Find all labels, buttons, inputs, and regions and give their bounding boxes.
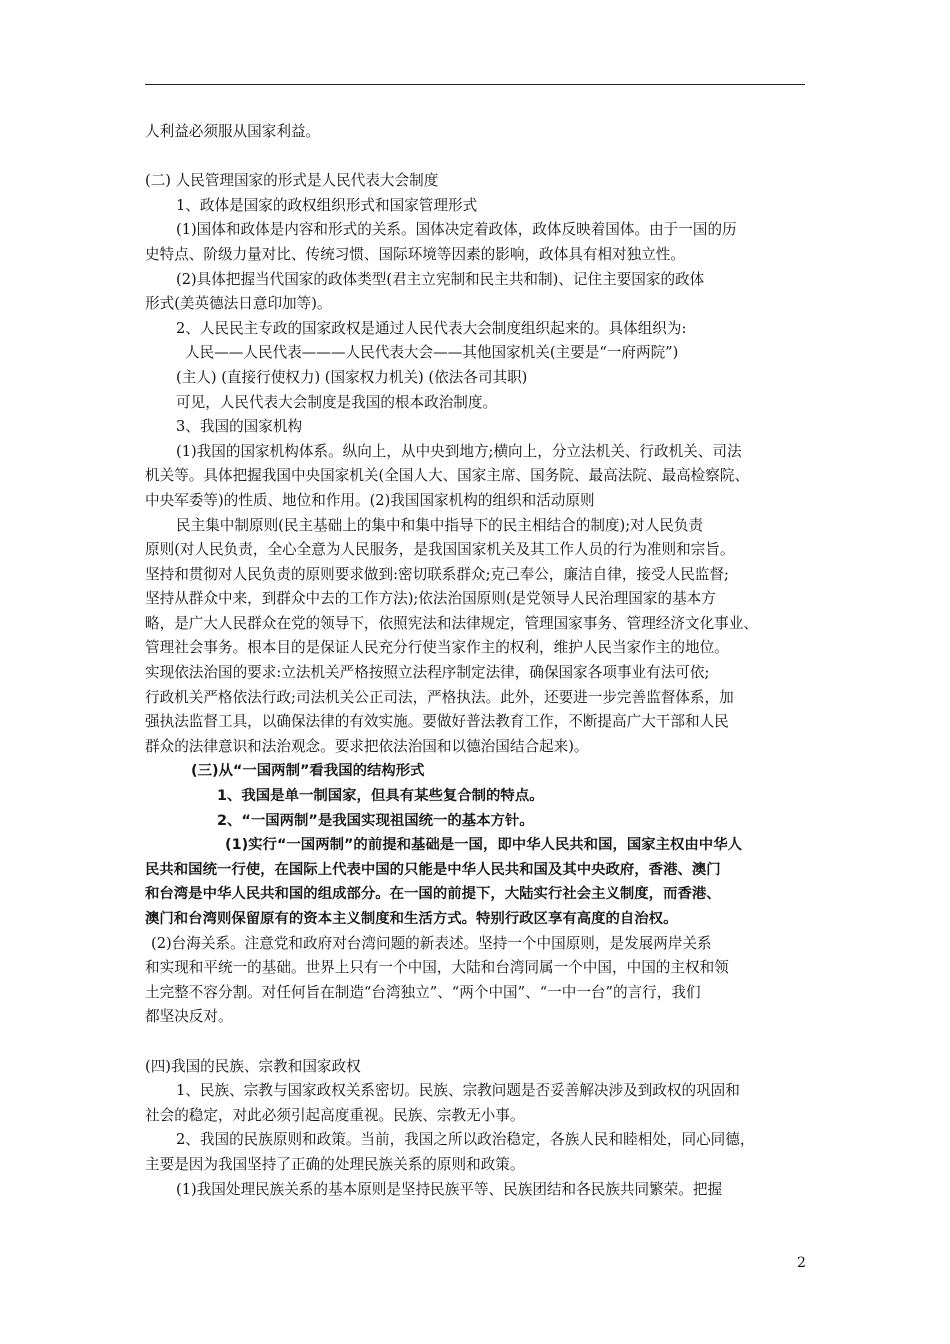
text-line: 行政机关严格依法行政;司法机关公正司法，严格执法。此外，还要进一步完善监督体系，加 [145,688,734,706]
text-line: 实现依法治国的要求:立法机关严格按照立法程序制定法律，确保国家各项事业有法可依; [145,664,710,682]
text-line: 史特点、阶级力量对比、传统习惯、国际环境等因素的影响，政体具有相对独立性。 [145,245,685,263]
text-line: 民主集中制原则(民主基础上的集中和集中指导下的民主相结合的制度);对人民负责 [176,516,704,534]
text-line: 土完整不容分割。对任何旨在制造“台湾独立”、“两个中国”、“一中一台”的言行，我们 [145,983,701,1001]
text-line: 2、“一国两制”是我国实现祖国统一的基本方针。 [217,812,534,829]
text-line: (2)台海关系。注意党和政府对台湾问题的新表述。坚持一个中国原则，是发展两岸关系 [151,934,712,952]
text-line: 群众的法律意识和法治观念。要求把依法治国和以德治国结合起来)。 [145,737,589,755]
text-line: 略，是广大人民群众在党的领导下，依照宪法和法律规定，管理国家事务、管理经济文化事业、 [145,614,758,632]
text-line: 和实现和平统一的基础。世界上只有一个中国，大陆和台湾同属一个中国，中国的主权和领 [145,959,729,977]
page-number: 2 [797,1255,806,1271]
text-line: (四)我国的民族、宗教和国家政权 [145,1057,361,1075]
text-line: 可见，人民代表大会制度是我国的根本政治制度。 [176,393,498,411]
text-line: 3、我国的国家机构 [176,418,303,436]
text-line: (1)实行“一国两制”的前提和基础是一国，即中华人民共和国，国家主权由中华人 [225,837,742,854]
text-line: (1)国体和政体是内容和形式的关系。国体决定着政体，政体反映着国体。由于一国的历 [176,221,737,239]
text-line: 坚持从群众中来，到群众中去的工作方法);依法治国原则(是党领导人民治理国家的基本方 [145,590,716,608]
blank-line [145,1030,807,1055]
text-line: 1、我国是单一制国家，但具有某些复合制的特点。 [217,788,544,805]
text-line: (1)我国处理民族关系的基本原则是坚持民族平等、民族团结和各民族共同繁荣。把握 [176,1180,723,1198]
text-line: 社会的稳定，对此必须引起高度重视。民族、宗教无小事。 [145,1106,525,1124]
text-line: 形式(美英德法日意印加等)。 [145,295,332,313]
text-line: 民共和国统一行使，在国际上代表中国的只能是中华人民共和国及其中央政府，香港、澳门 [145,861,721,878]
text-line: 坚持和贯彻对人民负责的原则要求做到:密切联系群众;克己奉公，廉洁自律，接受人民监督; [145,565,729,583]
text-line: 强执法监督工具，以确保法律的有效实施。要做好普法教育工作，不断提高广大干部和人民 [145,713,729,731]
document-body [145,120,807,1202]
text-line: (1)我国的国家机构体系。纵向上，从中央到地方;横向上，分立法机关、行政机关、司法 [176,442,742,460]
text-line: 原则(对人民负责，全心全意为人民服务，是我国国家机关及其工作人员的行为准则和宗旨。 [145,541,735,559]
text-line: 2、人民民主专政的国家政权是通过人民代表大会制度组织起来的。具体组织为: [176,319,687,337]
text-line: 都坚决反对。 [145,1008,233,1026]
text-line: 和台湾是中华人民共和国的组成部分。在一国的前提下，大陆实行社会主义制度，而香港、 [145,886,721,903]
text-line: 人民——人民代表———人民代表大会——其他国家机关(主要是“一府两院”) [185,344,679,362]
text-line: 2、我国的民族原则和政策。当前，我国之所以政治稳定，各族人民和睦相处，同心同德， [176,1131,755,1149]
text-line: (主人) (直接行使权力) (国家权力机关) (依法各司其职) [176,368,528,386]
text-line: 人利益必须服从国家利益。 [145,123,321,140]
text-line: 澳门和台湾则保留原有的资本主义制度和生活方式。特别行政区享有高度的自治权。 [145,911,678,927]
text-line: 管理社会事务。根本目的是保证人民充分行使当家作主的权利，维护人民当家作主的地位。 [145,639,729,657]
blank-line [145,145,807,170]
header-rule [145,84,805,85]
text-line: 中央军委等)的性质、地位和作用。(2)我国国家机构的组织和活动原则 [145,491,595,509]
text-line: 1、政体是国家的政权组织形式和国家管理形式 [176,196,478,214]
text-line: 机关等。具体把握我国中央国家机关(全国人大、国家主席、国务院、最高法院、最高检察院、 [145,467,750,485]
text-line: (2)具体把握当代国家的政体类型(君主立宪制和民主共和制)、记住主要国家的政体 [176,270,705,288]
text-line: (二) 人民管理国家的形式是人民代表大会制度 [145,172,439,190]
text-line: 1、民族、宗教与国家政权关系密切。民族、宗教问题是否妥善解决涉及到政权的巩固和 [176,1082,740,1100]
text-line: (三)从“一国两制”看我国的结构形式 [191,763,425,780]
text-line: 主要是因为我国坚持了正确的处理民族关系的原则和政策。 [145,1155,525,1173]
